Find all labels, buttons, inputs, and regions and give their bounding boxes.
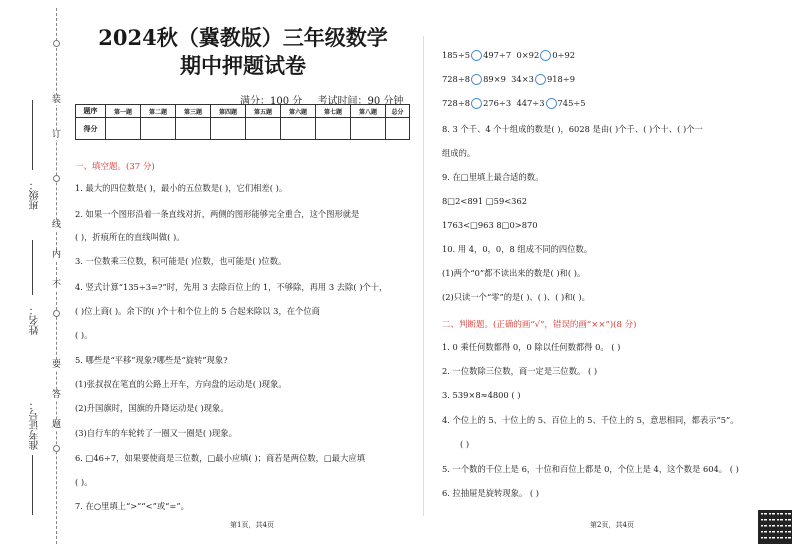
question-line: (2)升国旗时，国旗的升降运动是( )现象。: [75, 403, 229, 413]
question-line: 1763<□963 8□0>870: [442, 220, 538, 230]
score-cell[interactable]: [106, 118, 141, 140]
compare-expr: 0×92: [516, 50, 540, 60]
score-table: [75, 104, 410, 140]
binding-word: 答: [51, 390, 61, 400]
question-line: ( )，折痕所在的直线叫做( )。: [75, 232, 185, 242]
score-header: 题序: [76, 105, 106, 118]
question-line: 3. 539×8≈4800 ( ): [442, 390, 521, 400]
question-line: ( )。: [75, 330, 93, 340]
question-line: 8. 3 个千、4 个十组成的数是( )，6028 是由( )个千、( )个十、( )个一: [442, 124, 703, 134]
score-cell[interactable]: [246, 118, 281, 140]
compare-circle[interactable]: [546, 98, 557, 109]
binding-hole: [53, 40, 60, 47]
binding-word: 题: [51, 420, 61, 430]
question-line: 6. 拉抽屉是旋转现象。 ( ): [442, 488, 539, 498]
binding-hole: [53, 310, 60, 317]
score-cell[interactable]: [211, 118, 246, 140]
binding-word: 订: [51, 130, 61, 140]
binding-word: 装: [51, 95, 61, 105]
compare-circle[interactable]: [540, 50, 551, 61]
compare-expr: 728÷8: [442, 98, 471, 108]
right-page: [430, 0, 800, 552]
question-line: 组成的。: [442, 148, 476, 158]
name-fill-line: [32, 240, 33, 295]
compare-circle[interactable]: [535, 74, 546, 85]
binding-hole: [53, 445, 60, 452]
compare-circle[interactable]: [471, 74, 482, 85]
score-header: 第二题: [141, 105, 176, 118]
question-line: 2. 一位数除三位数，商一定是三位数。 ( ): [442, 366, 598, 376]
score-row-label: 得分: [76, 118, 106, 140]
question-line: 7. 在○里填上“>”“<”或“=”。: [75, 501, 189, 511]
exam-time: 考试时间：90 分钟: [317, 96, 404, 107]
score-header: 第八题: [351, 105, 386, 118]
question-line: 5. 哪些是“平移”现象?哪些是“旋转”现象?: [75, 355, 228, 365]
section-true-false: 二、判断题。(正确的画“√”，错误的画“××”)(8 分): [442, 320, 637, 330]
question-line: 8□2<891 □59<362: [442, 196, 528, 206]
full-score: 满分：100 分: [240, 96, 303, 107]
question-line: (1)张叔叔在笔直的公路上开车，方向盘的运动是( )现象。: [75, 379, 287, 389]
page-divider: [423, 36, 424, 516]
binding-word: 线: [51, 220, 61, 230]
score-cell[interactable]: [141, 118, 176, 140]
left-page: [70, 0, 415, 552]
score-cell[interactable]: [351, 118, 386, 140]
score-cell[interactable]: [281, 118, 316, 140]
compare-row: [442, 74, 575, 85]
question-line: 2. 如果一个图形沿着一条直线对折，两侧的图形能够完全重合，这个图形就是: [75, 209, 360, 219]
question-line: 10. 用 4，0，0，8 组成不同的四位数。: [442, 244, 593, 254]
question-line: 5. 一个数的千位上是 6，十位和百位上都是 0，个位上是 4，这个数是 604。 ( ): [442, 464, 739, 474]
compare-circle[interactable]: [471, 50, 482, 61]
binding-margin: [0, 0, 70, 552]
score-header: 第三题: [176, 105, 211, 118]
score-cell[interactable]: [176, 118, 211, 140]
page-footer: 第1页，共4页: [230, 521, 274, 529]
score-header: 第六题: [281, 105, 316, 118]
class-label: 班级：: [30, 180, 41, 210]
compare-expr: 918÷9: [546, 74, 576, 84]
page-footer: 第2页，共4页: [590, 521, 634, 529]
compare-row: [442, 98, 586, 109]
score-header: 第五题: [246, 105, 281, 118]
score-header: 第四题: [211, 105, 246, 118]
question-line: 1. 最大的四位数是( )，最小的五位数是( )，它们相差( )。: [75, 183, 288, 193]
score-header: 总分: [386, 105, 410, 118]
question-line: 1. 0 乘任何数都得 0，0 除以任何数都得 0。 ( ): [442, 342, 621, 352]
compare-circle[interactable]: [471, 98, 482, 109]
qr-code: [758, 510, 792, 544]
score-cell[interactable]: [316, 118, 351, 140]
question-line: (3)自行车的车轮转了一圈又一圈是( )现象。: [75, 428, 237, 438]
score-cell[interactable]: [386, 118, 410, 140]
exam-number-fill-line: [32, 455, 33, 515]
exam-subtitle: 期中押题试卷: [180, 53, 306, 78]
question-line: 4. 个位上的 5、十位上的 5、百位上的 5、千位上的 5，意思相同，都表示“5”。: [442, 415, 739, 425]
question-line: 6. □46÷7，如果要使商是三位数，□最小应填( )；商若是两位数，□最大应填: [75, 453, 365, 463]
section-fill-in: 一、填空题。(37 分): [75, 162, 155, 172]
question-line: 3. 一位数乘三位数，积可能是( )位数，也可能是( )位数。: [75, 256, 287, 266]
question-line: 9. 在□里填上最合适的数。: [442, 172, 544, 182]
binding-dashed-line: [56, 8, 57, 544]
compare-expr: 447÷3: [516, 98, 545, 108]
compare-expr: 745÷5: [557, 98, 586, 108]
exam-title: 2024秋（冀教版）三年级数学: [98, 25, 388, 50]
compare-expr: 0÷92: [552, 50, 576, 60]
compare-expr: 728÷8: [442, 74, 471, 84]
binding-hole: [53, 175, 60, 182]
exam-number-label: 准考证号：: [30, 400, 41, 450]
compare-expr: 89×9: [483, 74, 506, 84]
question-line: ( )。: [75, 477, 93, 487]
binding-word: 内: [51, 250, 61, 260]
compare-row: [442, 50, 575, 61]
compare-expr: 276÷3: [483, 98, 512, 108]
binding-word: 要: [51, 360, 61, 370]
question-line: (1)两个“0”都不读出来的数是( )和( )。: [442, 268, 586, 278]
name-label: 姓名：: [30, 305, 41, 335]
score-header: 第七题: [316, 105, 351, 118]
binding-word: 不: [51, 280, 61, 290]
compare-expr: 185÷5: [442, 50, 471, 60]
question-line: ( ): [460, 439, 470, 449]
question-line: 4. 竖式计算“135÷3=?”时，先用 3 去除百位上的 1，不够除，再用 3 去除( )个十，: [75, 282, 388, 292]
compare-expr: 497÷7: [483, 50, 512, 60]
question-line: (2)只读一个“零”的是( )、( )、( )和( )。: [442, 292, 590, 302]
compare-expr: 34×3: [511, 74, 534, 84]
score-header: 第一题: [106, 105, 141, 118]
class-fill-line: [32, 100, 33, 170]
question-line: ( )位上商( )。余下的( )个十和个位上的 5 合起来除以 3，在个位商: [75, 306, 320, 316]
